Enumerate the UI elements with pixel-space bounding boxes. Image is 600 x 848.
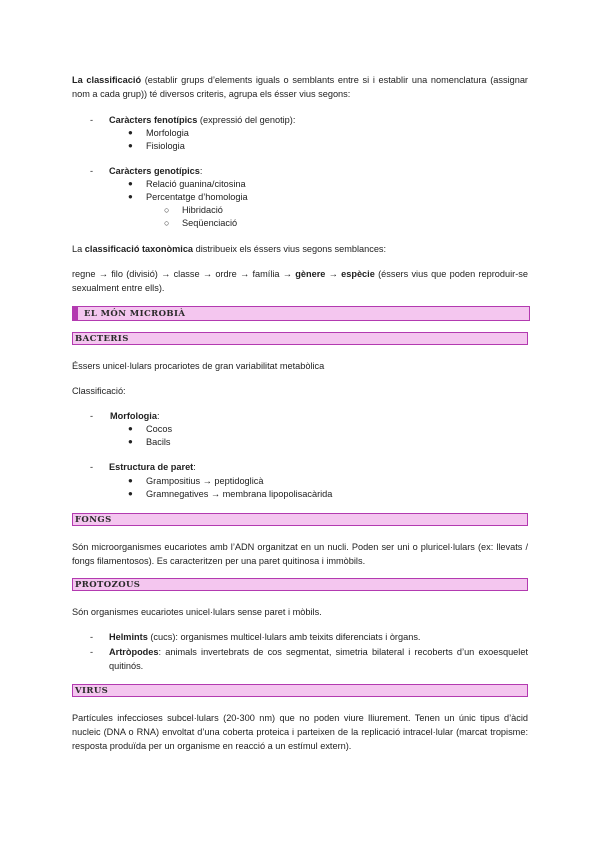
bullet-marker: ● xyxy=(128,141,133,150)
artropodes-label: Artròpodes xyxy=(109,647,159,657)
bullet-marker: ● xyxy=(128,424,133,433)
taxonomica-bold: classificació taxonòmica xyxy=(84,244,194,254)
list-item: Bacils xyxy=(146,437,171,447)
dash-marker: - xyxy=(90,632,94,642)
dash-marker: - xyxy=(90,115,94,125)
ranks-especie: espècie xyxy=(341,269,375,279)
section-header-protozous: PROTOZOUS xyxy=(72,578,528,591)
artropodes-text: : animals invertebrats de cos segmentat, simetria bilateral i recoberts d’un exoesquelet quitinós. xyxy=(109,647,528,671)
list-item: Cocos xyxy=(146,424,173,434)
sub-list-item: Hibridació xyxy=(182,205,223,215)
dash-marker: - xyxy=(90,166,94,176)
circle-marker: ○ xyxy=(164,205,170,215)
bullet-marker: ● xyxy=(128,476,133,485)
paret-label: Estructura de paret xyxy=(109,462,194,472)
colon: : xyxy=(193,462,196,472)
fenotipics-rest: (expressió del genotip): xyxy=(197,115,296,125)
sub-list-item: Seqüenciació xyxy=(182,218,238,228)
taxonomica-paragraph xyxy=(72,242,528,256)
intro-paragraph xyxy=(72,73,528,101)
genotipics-heading xyxy=(109,164,565,178)
artropodes-item xyxy=(109,645,528,673)
list-item: Relació guanina/citosina xyxy=(146,179,246,189)
paret-heading xyxy=(109,460,565,474)
dash-marker: - xyxy=(90,411,94,421)
section-header-virus: VIRUS xyxy=(72,684,528,697)
ranks-arrow: → xyxy=(325,269,342,279)
helmints-label: Helmints xyxy=(109,632,148,642)
section-header-fongs: FONGS xyxy=(72,513,528,526)
list-item: Gramnegatives → membrana lipopolisacàrida xyxy=(146,489,333,499)
fenotipics-heading xyxy=(109,113,565,127)
genotipics-label: Caràcters genotípics xyxy=(109,166,200,176)
list-item: Fisiologia xyxy=(146,141,185,151)
section-header-main: EL MÓN MICROBIÀ xyxy=(72,306,530,321)
bacteris-desc: Éssers unicel·lulars procariotes de gran variabilitat metabòlica xyxy=(72,361,325,371)
dash-marker: - xyxy=(90,462,94,472)
bullet-marker: ● xyxy=(128,179,133,188)
genotipics-rest: : xyxy=(199,166,203,176)
ranks-genere: gènere xyxy=(295,269,326,279)
morfologia-heading xyxy=(110,409,566,423)
colon: : xyxy=(156,411,160,421)
section-header-bacteris: BACTERIS xyxy=(72,332,528,345)
taxonomica-post: distribueix els éssers vius segons semblances: xyxy=(193,244,387,254)
bacteris-classificacio: Classificació: xyxy=(72,386,126,396)
ranks-end: (éssers vius que poden reproduir-se sexualment entre ells). xyxy=(72,269,528,293)
fongs-desc: Són microorganismes eucariotes amb l’ADN organitzat en un nucli. Poden ser uni o pluricel·lulars (ex: llevats / fongs filamentosos). Es caracteritzen per una paret quitinosa i immòbils. xyxy=(72,542,528,566)
bullet-marker: ● xyxy=(128,489,133,498)
morfologia-label: Morfologia xyxy=(110,411,157,421)
virus-desc: Partícules infeccioses subcel·lulars (20-300 nm) que no poden viure lliurement. Tenen un únic tipus d’àcid nucleic (DNA o RNA) envoltat d’una coberta proteica i parteixen de la replicació intracel·lular (marcat tropisme: resposta produïda per un organisme en reacció a un estímul extern). xyxy=(72,713,528,751)
helmints-item xyxy=(109,630,528,644)
bullet-marker: ● xyxy=(128,128,133,137)
ranks-start: regne → filo (divisió) → classe → ordre → família → xyxy=(72,269,296,279)
intro-bold: La classificació xyxy=(72,75,142,85)
dash-marker: - xyxy=(90,647,94,657)
fenotipics-label: Caràcters fenotípics xyxy=(109,115,198,125)
list-item: Morfologia xyxy=(146,128,189,138)
helmints-text: (cucs): organismes multicel·lulars amb teixits diferenciats i òrgans. xyxy=(147,632,421,642)
protozous-desc: Són organismes eucariotes unicel·lulars sense paret i mòbils. xyxy=(72,607,322,617)
bullet-marker: ● xyxy=(128,192,133,201)
list-item: Grampositius → peptidoglicà xyxy=(146,476,264,486)
bullet-marker: ● xyxy=(128,437,133,446)
intro-text: (establir grups d’elements iguals o semblants entre si i establir una nomenclatura (assignar nom a cada grup)) té diversos criteris, agrupa els ésser vius segons: xyxy=(72,75,528,99)
circle-marker: ○ xyxy=(164,218,170,228)
list-item: Percentatge d’homologia xyxy=(146,192,248,202)
taxonomica-pre: La xyxy=(72,244,85,254)
ranks-paragraph xyxy=(72,267,528,295)
